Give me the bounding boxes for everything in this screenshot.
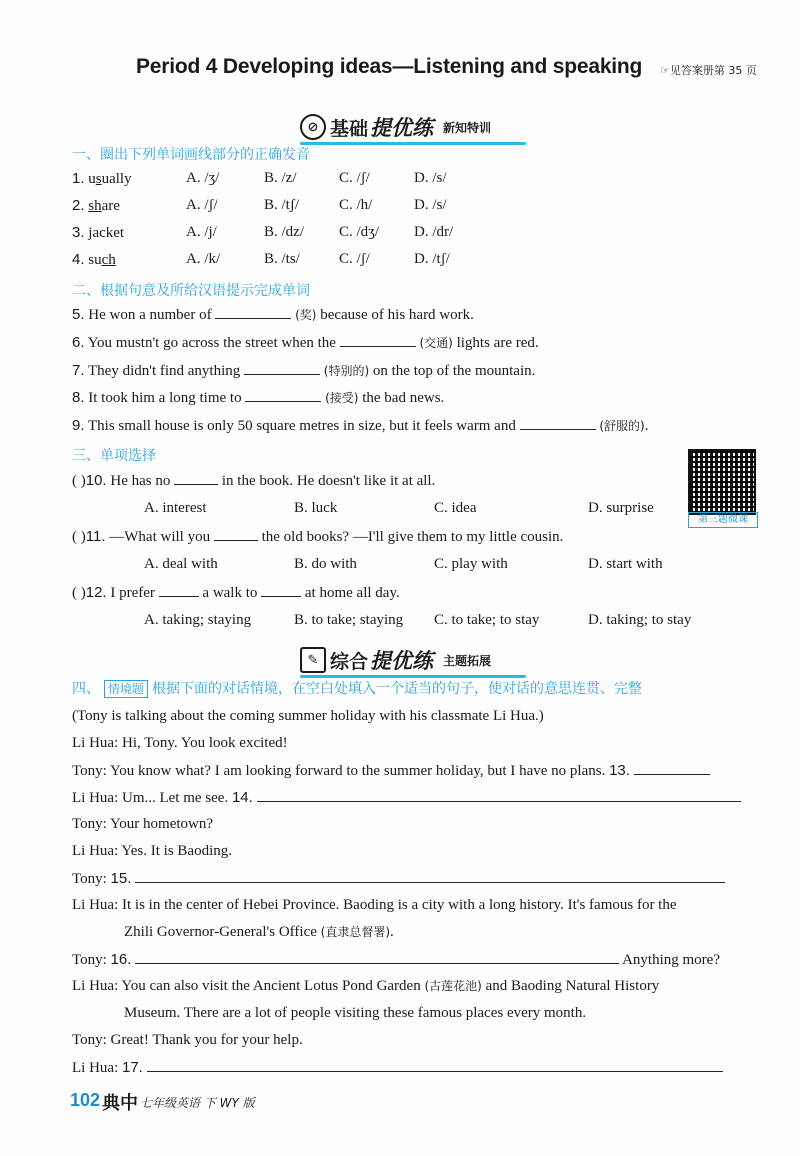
answer-paren-11[interactable]: ( ) <box>72 529 86 545</box>
question-6: 6. You mustn't go across the street when the (交通) lights are red. <box>72 334 539 351</box>
dialogue-line-8: Tony: 16. Anything more? <box>72 951 720 968</box>
banner-underline <box>300 142 526 145</box>
option-12c[interactable]: C. to take; to stay <box>434 612 540 628</box>
dialogue-line-5: Li Hua: Yes. It is Baoding. <box>72 843 233 859</box>
option-11b[interactable]: B. do with <box>294 556 357 572</box>
question-9: 9. This small house is only 50 square metres in size, but it feels warm and (舒服的). <box>72 417 649 434</box>
dialogue-intro: (Tony is talking about the coming summer holiday with his classmate Li Hua.) <box>72 708 544 724</box>
answer-blank-7[interactable] <box>244 362 320 375</box>
answer-blank-15[interactable] <box>135 870 725 883</box>
option-12a[interactable]: A. taking; staying <box>144 612 252 628</box>
dialogue-line-10: Tony: Great! Thank you for your help. <box>72 1032 303 1048</box>
question-4: 4. such <box>72 251 116 268</box>
option-10b[interactable]: B. luck <box>294 500 338 516</box>
option-2c[interactable]: C. /h/ <box>339 197 373 213</box>
answer-blank-5[interactable] <box>215 306 291 319</box>
section-heading-4: 四、 情境题 根据下面的对话情境，在空白处填入一个适当的句子，使对话的意思连贯、完整 <box>72 681 643 697</box>
option-4b[interactable]: B. /ts/ <box>264 251 300 267</box>
option-11c[interactable]: C. play with <box>434 556 508 572</box>
option-12d[interactable]: D. taking; to stay <box>588 612 692 628</box>
answer-paren-12[interactable]: ( ) <box>72 585 86 601</box>
section-heading-2: 二、根据句意及所给汉语提示完成单词 <box>72 283 310 299</box>
dialogue-line-6: Tony: 15. <box>72 865 752 893</box>
option-3b[interactable]: B. /dz/ <box>264 224 304 240</box>
answer-blank-6[interactable] <box>340 334 416 347</box>
option-1b[interactable]: B. /z/ <box>264 170 297 186</box>
option-3c[interactable]: C. /dʒ/ <box>339 224 379 240</box>
option-4c[interactable]: C. /ʃ/ <box>339 251 370 267</box>
option-10d[interactable]: D. surprise <box>588 500 654 516</box>
banner-title-b: 提优练 <box>370 649 434 673</box>
banner-subtitle: 新知特训 <box>443 120 492 135</box>
question-5: 5. He won a number of (奖) because of his hard work. <box>72 306 474 323</box>
question-12: ( )12. I prefer a walk to at home all day. <box>72 584 400 601</box>
dialogue-line-9b: Museum. There are a lot of people visiting these famous places every month. <box>124 1005 587 1021</box>
dialogue-line-7: Li Hua: It is in the center of Hebei Province. Baoding is a city with a long history. It's famous for the <box>72 897 677 913</box>
question-7: 7. They didn't find anything (特别的) on the top of the mountain. <box>72 362 536 379</box>
brand-logo: 典中 <box>102 1093 138 1114</box>
question-10: ( )10. He has no in the book. He doesn't like it at all. <box>72 472 436 489</box>
banner-title-b: 提优练 <box>370 116 434 140</box>
page-title: Period 4 Developing ideas—Listening and speaking <box>136 55 643 78</box>
dialogue-line-4: Tony: Your hometown? <box>72 816 214 832</box>
banner-comprehensive <box>300 645 526 678</box>
situation-tag: 情境题 <box>104 680 148 698</box>
banner-basic <box>300 112 526 145</box>
answer-blank-13[interactable] <box>634 762 710 775</box>
page-number: 102 <box>70 1090 101 1110</box>
answer-reference: ☞见答案册第 35 页 <box>660 64 757 77</box>
section-heading-1: 一、圈出下列单词画线部分的正确发音 <box>72 147 310 163</box>
dialogue-line-1: Li Hua: Hi, Tony. You look excited! <box>72 735 288 751</box>
banner-subtitle: 主题拓展 <box>443 653 492 668</box>
answer-blank-16[interactable] <box>135 951 619 964</box>
option-2a[interactable]: A. /ʃ/ <box>186 197 218 213</box>
question-3: 3. jacket <box>72 224 125 241</box>
option-10c[interactable]: C. idea <box>434 500 477 516</box>
dialogue-line-9: Li Hua: You can also visit the Ancient Lotus Pond Garden (古莲花池) and Baoding Natural History <box>72 978 660 994</box>
option-3d[interactable]: D. /dr/ <box>414 224 454 240</box>
option-1d[interactable]: D. /s/ <box>414 170 447 186</box>
question-8: 8. It took him a long time to (接受) the bad news. <box>72 389 445 406</box>
question-2: 2. share <box>72 197 120 214</box>
banner-title-a: 基础 <box>330 117 369 140</box>
dialogue-line-3: Li Hua: Um... Let me see. 14. <box>72 784 752 812</box>
option-1c[interactable]: C. /ʃ/ <box>339 170 370 186</box>
option-11d[interactable]: D. start with <box>588 556 663 572</box>
option-2b[interactable]: B. /tʃ/ <box>264 197 300 213</box>
pencil-icon: ✎ <box>300 647 326 673</box>
answer-blank-14[interactable] <box>257 789 741 802</box>
question-11: ( )11. —What will you the old books? —I'll give them to my little cousin. <box>72 528 564 545</box>
option-3a[interactable]: A. /j/ <box>186 224 217 240</box>
option-1a[interactable]: A. /ʒ/ <box>186 170 220 186</box>
answer-blank-17[interactable] <box>147 1059 723 1072</box>
option-10a[interactable]: A. interest <box>144 500 207 516</box>
dialogue-line-7b: Zhili Governor-General's Office (直隶总督署). <box>124 924 394 940</box>
option-11a[interactable]: A. deal with <box>144 556 218 572</box>
option-12b[interactable]: B. to take; staying <box>294 612 404 628</box>
answer-paren-10[interactable]: ( ) <box>72 473 86 489</box>
dialogue-line-2: Tony: You know what? I am looking forward to the summer holiday, but I have no plans. 13. <box>72 757 752 785</box>
option-2d[interactable]: D. /s/ <box>414 197 447 213</box>
answer-blank-9[interactable] <box>520 417 596 430</box>
option-4d[interactable]: D. /tʃ/ <box>414 251 450 267</box>
answer-blank-8[interactable] <box>245 389 321 402</box>
footer-text: 七年级英语 下 WY 版 <box>140 1096 255 1110</box>
section-heading-3: 三、单项选择 <box>72 448 156 464</box>
dialogue-line-11: Li Hua: 17. <box>72 1054 752 1082</box>
option-4a[interactable]: A. /k/ <box>186 251 221 267</box>
qr-code-icon[interactable] <box>688 449 756 515</box>
qr-code-label: 第三题微课 <box>688 512 758 528</box>
banner-title-a: 综合 <box>330 650 369 673</box>
question-1: 1. usually <box>72 170 132 187</box>
banner-logo-icon: ⊘ <box>300 114 326 140</box>
